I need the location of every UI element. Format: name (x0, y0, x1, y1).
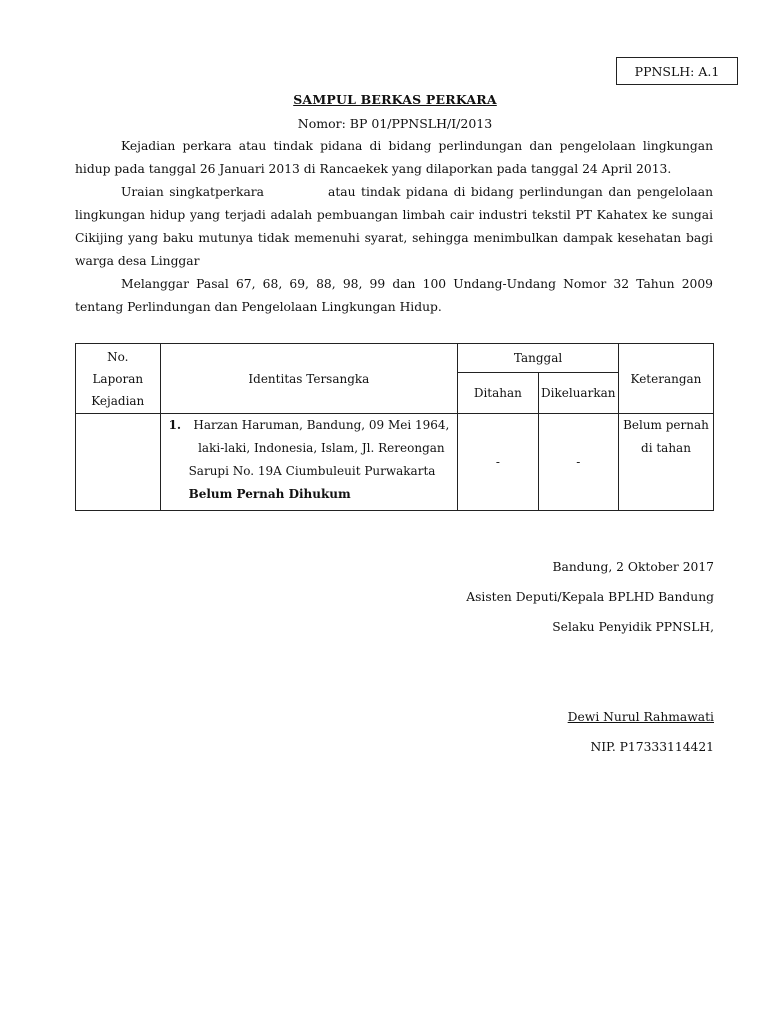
header-dikeluarkan: Dikeluarkan (538, 373, 618, 414)
document-number: Nomor: BP 01/PPNSLH/I/2013 (297, 116, 493, 131)
signature-name: Dewi Nurul Rahmawati (567, 710, 714, 724)
header-no-laporan-line2: Laporan (92, 371, 144, 386)
header-no-laporan (76, 344, 161, 414)
signature-position: Asisten Deputi/Kepala BPLHD Bandung (466, 590, 714, 604)
cell-keterangan (618, 414, 713, 511)
keterangan-line2: di tahan (641, 441, 691, 455)
row-number: 1. (168, 418, 182, 432)
signature-role: Selaku Penyidik PPNSLH, (552, 620, 714, 634)
header-ditahan: Ditahan (458, 373, 538, 414)
paragraph-violation: Melanggar Pasal 67, 68, 69, 88, 98, 99 dan 100 Undang-Undang Nomor 32 Tahun 2009 tentang Perlindungan dan Pengelolaan Lingkungan Hidup. (75, 277, 713, 314)
summary-rest: atau tindak pidana di bidang perlindungan dan pengelolaan lingkungan hidup yang terjadi adalah pembuangan limbah cair industri tekstil PT Kahatex ke sungai Cikijing yang baku mutunya tidak memenuhi syarat, sehingga menimbulkan dampak kesehatan bagi warga desa Linggar (75, 185, 713, 268)
signature-nip: NIP. P17333114421 (590, 740, 714, 754)
cell-no-laporan (76, 414, 161, 511)
criminal-record-status: Belum Pernah Dihukum (188, 487, 351, 501)
document-title: SAMPUL BERKAS PERKARA (293, 92, 497, 107)
table-row (76, 414, 714, 511)
cell-dikeluarkan: - (538, 414, 618, 511)
header-no-laporan-line3: Kejadian (91, 393, 145, 408)
cell-ditahan: - (458, 414, 538, 511)
header-identitas: Identitas Tersangka (160, 344, 458, 414)
cell-identitas (160, 414, 458, 511)
table-header-row (76, 344, 714, 373)
keterangan-line1: Belum pernah (623, 418, 709, 432)
document-code-box: PPNSLH: A.1 (616, 57, 738, 85)
header-keterangan: Keterangan (618, 344, 713, 414)
suspect-table (75, 343, 714, 511)
signature-place-date: Bandung, 2 Oktober 2017 (552, 560, 714, 574)
paragraph-summary (75, 181, 713, 273)
suspect-identity: Harzan Haruman, Bandung, 09 Mei 1964, laki-laki, Indonesia, Islam, Jl. Rereongan Sarupi No. 19A Ciumbuleuit Purwakarta (188, 418, 450, 478)
header-tanggal: Tanggal (458, 344, 619, 373)
header-no-laporan-line1: No. (107, 349, 129, 364)
summary-lead: Uraian singkatperkara (121, 185, 265, 199)
paragraph-incident: Kejadian perkara atau tindak pidana di bidang perlindungan dan pengelolaan lingkungan hidup pada tanggal 26 Januari 2013 di Rancaekek yang dilaporkan pada tanggal 24 April 2013. (75, 139, 713, 176)
